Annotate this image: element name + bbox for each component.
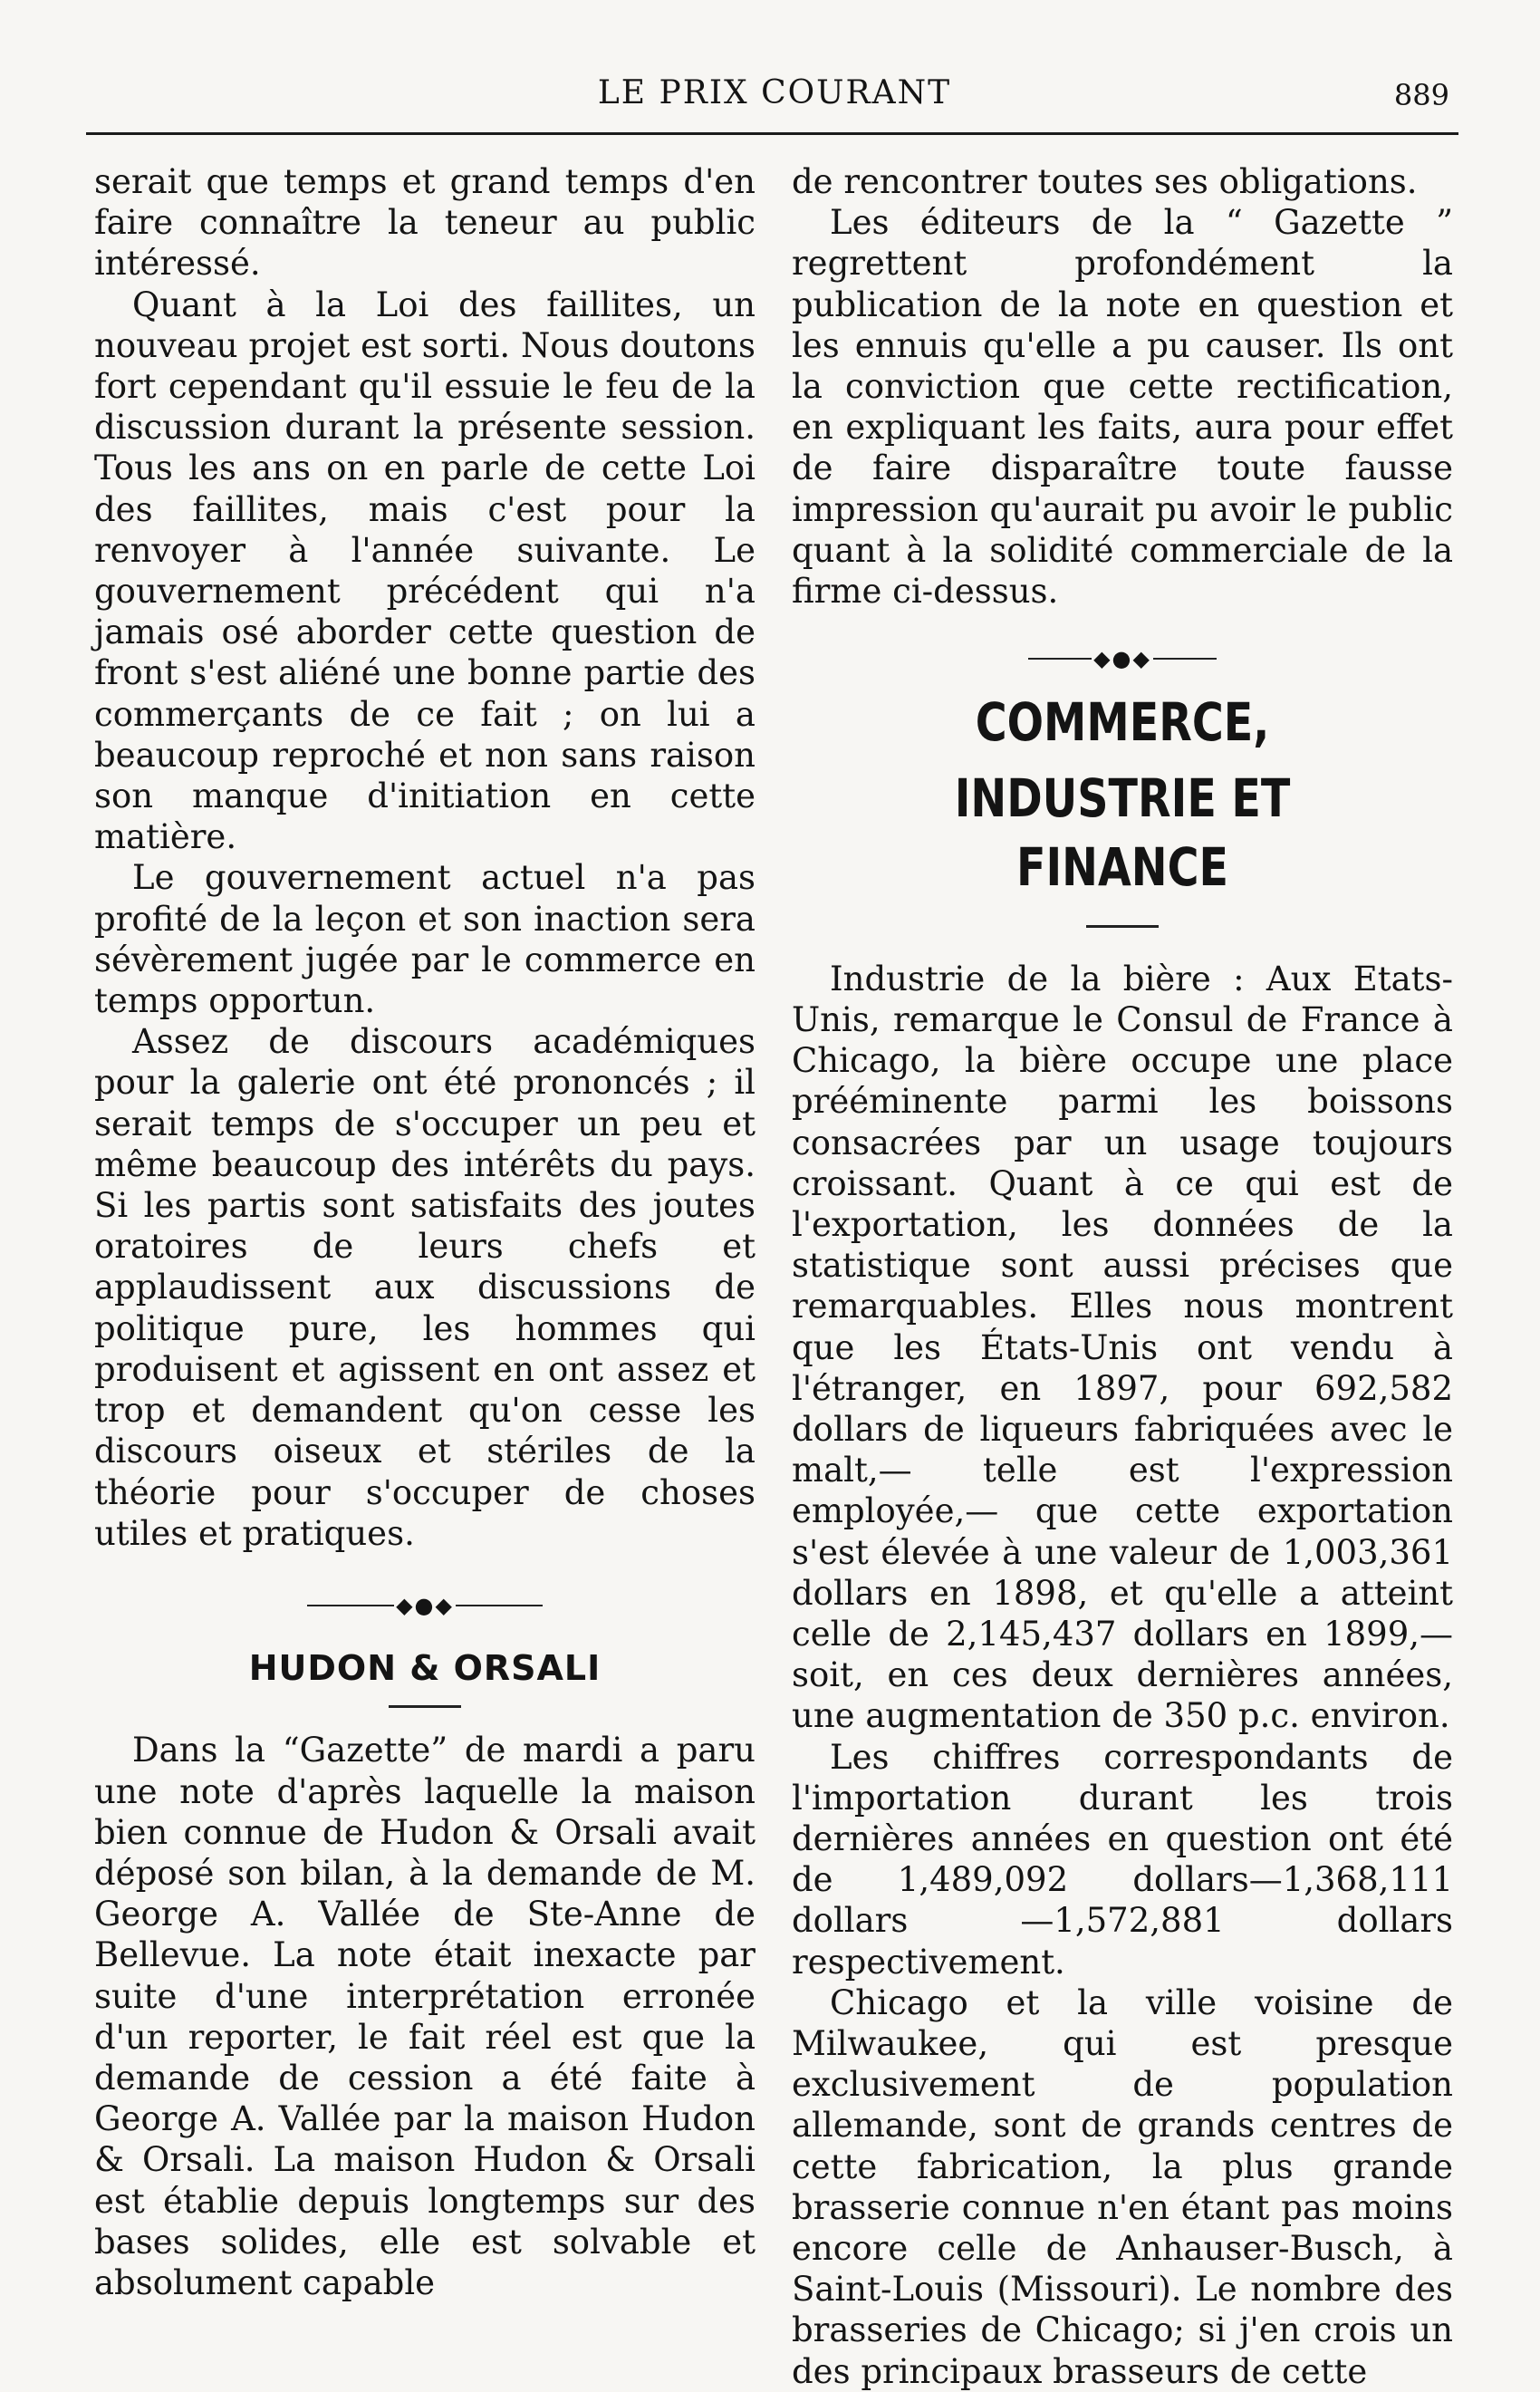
right-column [792,161,1453,2392]
page-number: 889 [1393,78,1449,112]
section-rule [1086,925,1159,928]
section-title-commerce: COMMERCE, [975,690,1270,753]
section-rule [389,1705,461,1708]
paragraph: Les éditeurs de la “ Gazette ” regrettent profondément la publication de la note en question et les ennuis qu'elle a pu causer. Ils ont la conviction que cette rectification, en expliquant les faits, aura pour effet de faire disparaître toute fausse impression qu'aurait pu avoir le public quant à la solidité commerciale de la firme ci-dessus. [792,203,1453,612]
paragraph: Les chiffres correspondants de l'importation durant les trois dernières années en question ont été de 1,489,092 dollars—1,368,111 dollars —1,572,881 dollars respectivement. [792,1737,1453,1982]
header-rule [86,132,1458,135]
paragraph: serait que temps et grand temps d'en faire connaître la teneur au public intéressé. [94,162,756,284]
section-title-industrie-finance: INDUSTRIE ET FINANCE [954,767,1291,898]
paragraph: Dans la “Gazette” de mardi a paru une note d'après laquelle la maison bien connue de Hudon & Orsali avait déposé son bilan, à la demande de M. George A. Vallée de Ste-Anne de Bellevue. La note était inexacte par suite d'une interprétation erronée d'un reporter, le fait réel est que la demande de cession a été faite à George A. Vallée par la maison Hudon & Orsali. La maison Hudon & Orsali est établie depuis longtemps sur des bases solides, elle est solvable et absolument capable [94,1731,756,2303]
paragraph: de rencontrer toutes ses obligations. [792,162,1418,201]
publication-title: LE PRIX COURANT [597,74,952,111]
paragraph: Assez de discours académiques pour la galerie ont été prononcés ; il serait temps de s'occuper un peu et même beaucoup des intérêts du pays. Si les partis sont satisfaits des joutes oratoires de leurs chefs et applaudissent aux discussions de politique pure, les hommes qui produisent et agissent en ont assez et trop et demandent qu'on cesse les discours oiseux et stériles de la théorie pour s'occuper de choses utiles et pratiques. [94,1022,756,1553]
section-title-hudon-orsali: HUDON & ORSALI [248,1648,602,1689]
ornament-divider: ◆●◆ [792,637,1453,679]
paragraph: Chicago et la ville voisine de Milwaukee, qui est presque exclusivement de population allemande, sont de grands centres de cette fabrication, la plus grande brasserie connue n'en étant pas moins encore celle de Anhauser-Busch, à Saint-Louis (Missouri). Le nombre des brasseries de Chicago; si j'en crois un des principaux brasseurs de cette [792,1982,1453,2391]
ornament-divider: ◆●◆ [94,1585,756,1626]
paragraph: Quant à la Loi des faillites, un nouveau projet est sorti. Nous doutons fort cependant qu'il essuie le feu de la discussion durant la présente session. Tous les ans on en parle de cette Loi des faillites, mais c'est pour la renvoyer à l'année suivante. Le gouvernement précédent qui n'a jamais osé aborder cette question de front s'est aliéné une bonne partie des commerçants de ce fait ; on lui a beaucoup reproché et non sans raison son manque d'initiation en cette matière. [94,285,756,857]
left-column [94,161,756,2303]
page-header [91,74,1458,127]
paragraph: Le gouvernement actuel n'a pas profité de la leçon et son inaction sera sévèrement jugée par le commerce en temps opportun. [94,858,756,1021]
paragraph: Industrie de la bière : Aux Etats-Unis, remarque le Consul de France à Chicago, la bière occupe une place prééminente parmi les boissons consacrées par un usage toujours croissant. Quant à ce qui est de l'exportation, les données de la statistique sont aussi précises que remarquables. Elles nous montrent que les États-Unis ont vendu à l'étranger, en 1897, pour 692,582 dollars de liqueurs fabriquées avec le malt,— telle est l'expression employée,— que cette exportation s'est élevée à une valeur de 1,003,361 dollars en 1898, et qu'elle a atteint celle de 2,145,437 dollars en 1899,—soit, en ces deux dernières années, une augmentation de 350 p.c. environ. [792,959,1453,1736]
